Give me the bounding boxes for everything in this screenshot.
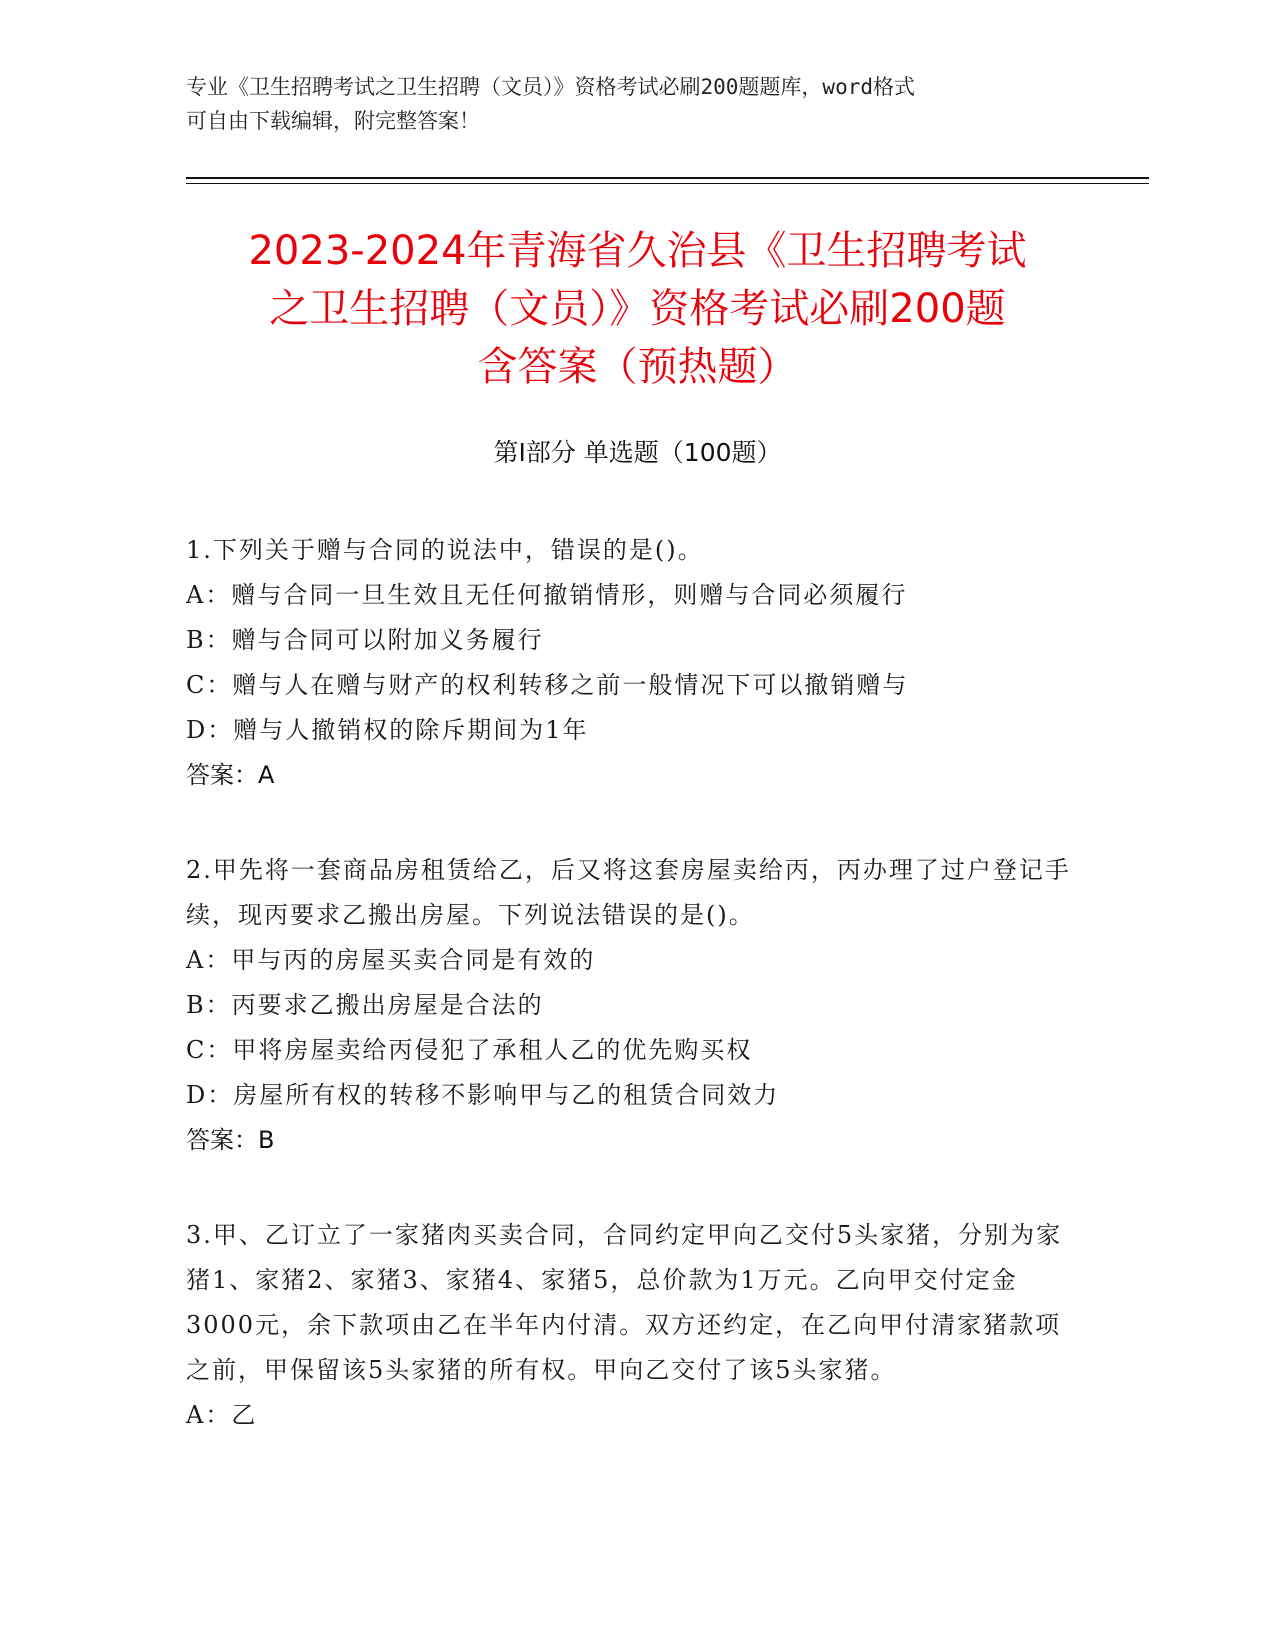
answer-text: 答案：B: [186, 1126, 275, 1154]
option-a: A：甲与丙的房屋买卖合同是有效的: [186, 946, 596, 974]
question-2: [186, 848, 1086, 1163]
header-note: [186, 70, 1076, 138]
header-note-line1: 专业《卫生招聘考试之卫生招聘（文员）》资格考试必刷200题题库，word格式: [186, 75, 915, 99]
document-title-line2: 之卫生招聘（文员）》资格考试必刷200题: [269, 286, 1006, 332]
document-title: [130, 222, 1145, 396]
option-b: B：赠与合同可以附加义务履行: [186, 626, 544, 654]
header-rule-thin: [186, 183, 1149, 184]
question-list: [186, 528, 1086, 1488]
question-stem: 2.甲先将一套商品房租赁给乙，后又将这套房屋卖给丙，丙办理了过户登记手续，现丙要求乙搬出房屋。下列说法错误的是()。: [186, 856, 1071, 929]
option-d: D：房屋所有权的转移不影响甲与乙的租赁合同效力: [186, 1081, 780, 1109]
option-c: C：甲将房屋卖给丙侵犯了承租人乙的优先购买权: [186, 1036, 753, 1064]
question-1: [186, 528, 1086, 798]
answer-text: 答案：A: [186, 761, 275, 789]
option-a: A：赠与合同一旦生效且无任何撤销情形，则赠与合同必须履行: [186, 581, 908, 609]
document-title-line3: 含答案（预热题）: [477, 344, 798, 390]
option-b: B：丙要求乙搬出房屋是合法的: [186, 991, 544, 1019]
question-3: [186, 1213, 1086, 1438]
question-stem: 1.下列关于赠与合同的说法中，错误的是()。: [186, 536, 704, 564]
document-title-line1: 2023-2024年青海省久治县《卫生招聘考试: [248, 228, 1027, 274]
option-c: C：赠与人在赠与财产的权利转移之前一般情况下可以撤销赠与: [186, 671, 909, 699]
header-note-line2: 可自由下载编辑，附完整答案！: [186, 109, 480, 133]
section-title: 第Ⅰ部分 单选题（100题）: [493, 438, 782, 467]
option-a: A：乙: [186, 1401, 258, 1429]
question-stem: 3.甲、乙订立了一家猪肉买卖合同，合同约定甲向乙交付5头家猪，分别为家猪1、家猪2、家猪3、家猪4、家猪5，总价款为1万元。乙向甲交付定金3000元，余下款项由乙在半年内付清。双方还约定，在乙向甲付清家猪款项之前，甲保留该5头家猪的所有权。甲向乙交付了该5头家猪。: [186, 1221, 1063, 1384]
option-d: D：赠与人撤销权的除斥期间为1年: [186, 716, 589, 744]
header-rule-thick: [186, 177, 1149, 179]
